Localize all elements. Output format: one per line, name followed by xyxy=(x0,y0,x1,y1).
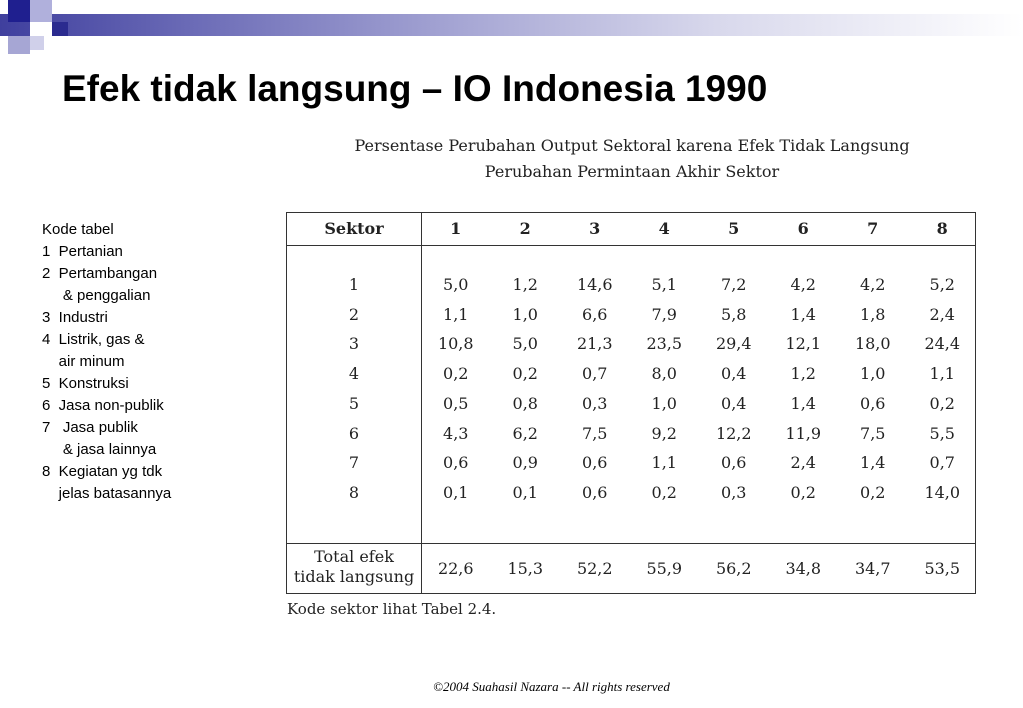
table-cell: 1,4 xyxy=(790,304,816,324)
indirect-effect-table xyxy=(286,212,976,594)
table-cell: 0,2 xyxy=(651,482,677,502)
table-cell: 1,0 xyxy=(860,364,886,384)
caption-line-1: Persentase Perubahan Output Sektoral karena Efek Tidak Langsung xyxy=(354,136,910,155)
decorative-square xyxy=(8,0,30,22)
column-header: 8 xyxy=(936,219,948,238)
legend-line: 2 Pertambangan xyxy=(42,265,158,282)
table-cell: 12,2 xyxy=(715,423,752,443)
copyright-footer: ©2004 Suahasil Nazara -- All rights reserved xyxy=(433,679,670,694)
slide-title: Efek tidak langsung – IO Indonesia 1990 xyxy=(62,68,768,109)
table-cell: 0,8 xyxy=(512,393,538,413)
header-sektor: Sektor xyxy=(324,219,384,238)
table-cell: 11,9 xyxy=(785,423,822,443)
table-cell: 1,2 xyxy=(512,275,538,294)
total-cell: 52,2 xyxy=(576,559,613,578)
table-cell: 0,6 xyxy=(582,453,608,473)
column-header: 7 xyxy=(867,219,879,238)
legend-line: & jasa lainnya xyxy=(42,441,157,458)
legend-line: & penggalian xyxy=(42,287,151,304)
row-label: 2 xyxy=(348,304,360,324)
table-cell: 4,2 xyxy=(860,275,886,294)
decorative-square xyxy=(30,36,44,50)
table-cell: 0,4 xyxy=(721,364,747,384)
table-cell: 24,4 xyxy=(924,334,961,354)
table-cell: 7,5 xyxy=(860,423,886,443)
table-cell: 5,8 xyxy=(721,304,747,324)
legend-line: 8 Kegiatan yg tdk xyxy=(42,463,163,480)
table-cell: 2,4 xyxy=(790,453,816,473)
table-cell: 1,0 xyxy=(512,304,538,324)
total-label: Total efek xyxy=(314,547,394,566)
table-cell: 6,6 xyxy=(582,304,608,324)
table-cell: 0,2 xyxy=(443,364,469,384)
total-cell: 55,9 xyxy=(646,559,683,578)
legend-line: 1 Pertanian xyxy=(42,243,123,260)
legend-line: jelas batasannya xyxy=(42,485,172,502)
table-cell: 1,8 xyxy=(860,304,886,324)
table-cell: 0,3 xyxy=(582,393,608,413)
table-cell: 1,1 xyxy=(443,304,469,324)
table-cell: 14,6 xyxy=(576,275,613,294)
total-cell: 22,6 xyxy=(437,559,474,578)
legend-line: air minum xyxy=(42,353,125,370)
row-label: 6 xyxy=(348,423,360,443)
column-header: 3 xyxy=(589,219,601,238)
legend-line: Kode tabel xyxy=(42,221,114,238)
table-cell: 5,2 xyxy=(929,275,955,294)
table-cell: 1,1 xyxy=(651,453,677,473)
column-header: 4 xyxy=(658,219,670,238)
top-decorative-band xyxy=(0,14,1023,36)
column-header: 1 xyxy=(450,219,462,238)
table-cell: 9,2 xyxy=(651,423,677,443)
table-cell: 2,4 xyxy=(929,304,955,324)
total-label: tidak langsung xyxy=(293,567,415,586)
table-cell: 5,1 xyxy=(651,275,677,294)
total-cell: 56,2 xyxy=(715,559,752,578)
table-cell: 0,4 xyxy=(721,393,747,413)
table-cell: 0,6 xyxy=(443,453,469,473)
table-cell: 4,2 xyxy=(790,275,816,294)
column-header: 5 xyxy=(728,219,740,238)
table-cell: 1,1 xyxy=(929,364,955,384)
table-cell: 1,0 xyxy=(651,393,677,413)
row-label: 5 xyxy=(348,393,360,413)
table-cell: 0,5 xyxy=(443,393,469,413)
legend-line: 4 Listrik, gas & xyxy=(42,331,145,348)
column-header: 6 xyxy=(797,219,809,238)
table-cell: 0,3 xyxy=(721,482,747,502)
table-cell: 1,2 xyxy=(790,364,816,384)
column-header: 2 xyxy=(519,219,531,238)
table-cell: 0,1 xyxy=(512,482,538,502)
table-cell: 14,0 xyxy=(924,482,961,502)
legend-line: 5 Konstruksi xyxy=(42,375,129,392)
table-cell: 7,2 xyxy=(721,275,747,294)
table-cell: 18,0 xyxy=(854,334,891,354)
table-cell: 0,2 xyxy=(790,482,816,502)
table-cell: 1,4 xyxy=(790,393,816,413)
table-cell: 0,6 xyxy=(582,482,608,502)
table-cell: 0,2 xyxy=(512,364,538,384)
table-cell: 5,5 xyxy=(929,423,955,443)
table-cell: 0,2 xyxy=(860,482,886,502)
table-cell: 29,4 xyxy=(715,334,752,354)
table-cell: 0,6 xyxy=(721,453,747,473)
total-cell: 53,5 xyxy=(924,559,961,578)
total-cell: 15,3 xyxy=(507,559,544,578)
legend-line: 3 Industri xyxy=(42,309,108,326)
table-cell: 4,3 xyxy=(443,423,469,443)
table-cell: 5,0 xyxy=(512,334,538,354)
table-cell: 7,5 xyxy=(582,423,608,443)
table-note: Kode sektor lihat Tabel 2.4. xyxy=(287,600,497,618)
header-divider xyxy=(287,245,975,246)
table-cell: 0,7 xyxy=(929,453,955,473)
legend-line: 7 Jasa publik xyxy=(42,419,138,436)
row-label: 3 xyxy=(348,334,360,354)
decorative-square xyxy=(52,22,68,36)
row-label: 8 xyxy=(348,482,360,502)
row-label: 4 xyxy=(348,364,360,384)
row-label: 1 xyxy=(348,275,360,294)
table-cell: 21,3 xyxy=(576,334,613,354)
table-cell: 10,8 xyxy=(437,334,474,354)
row-label: 7 xyxy=(348,453,360,473)
caption-line-2: Perubahan Permintaan Akhir Sektor xyxy=(484,162,780,181)
total-cell: 34,7 xyxy=(854,559,891,578)
table-cell: 23,5 xyxy=(646,334,683,354)
total-cell: 34,8 xyxy=(785,559,822,578)
decorative-square xyxy=(30,0,52,22)
decorative-square xyxy=(8,36,30,54)
table-cell: 0,9 xyxy=(512,453,538,473)
legend-line: 6 Jasa non-publik xyxy=(42,397,164,414)
table-cell: 0,1 xyxy=(443,482,469,502)
table-cell: 7,9 xyxy=(651,304,677,324)
table-caption xyxy=(287,133,977,185)
table-cell: 0,7 xyxy=(582,364,608,384)
total-divider xyxy=(287,543,975,544)
table-cell: 8,0 xyxy=(651,364,677,384)
table-cell: 6,2 xyxy=(512,423,538,443)
table-cell: 0,2 xyxy=(929,393,955,413)
table-cell: 1,4 xyxy=(860,453,886,473)
table-cell: 5,0 xyxy=(443,275,469,294)
table-cell: 0,6 xyxy=(860,393,886,413)
sector-code-legend xyxy=(42,219,171,505)
table-cell: 12,1 xyxy=(785,334,822,354)
decorative-square xyxy=(30,22,52,36)
